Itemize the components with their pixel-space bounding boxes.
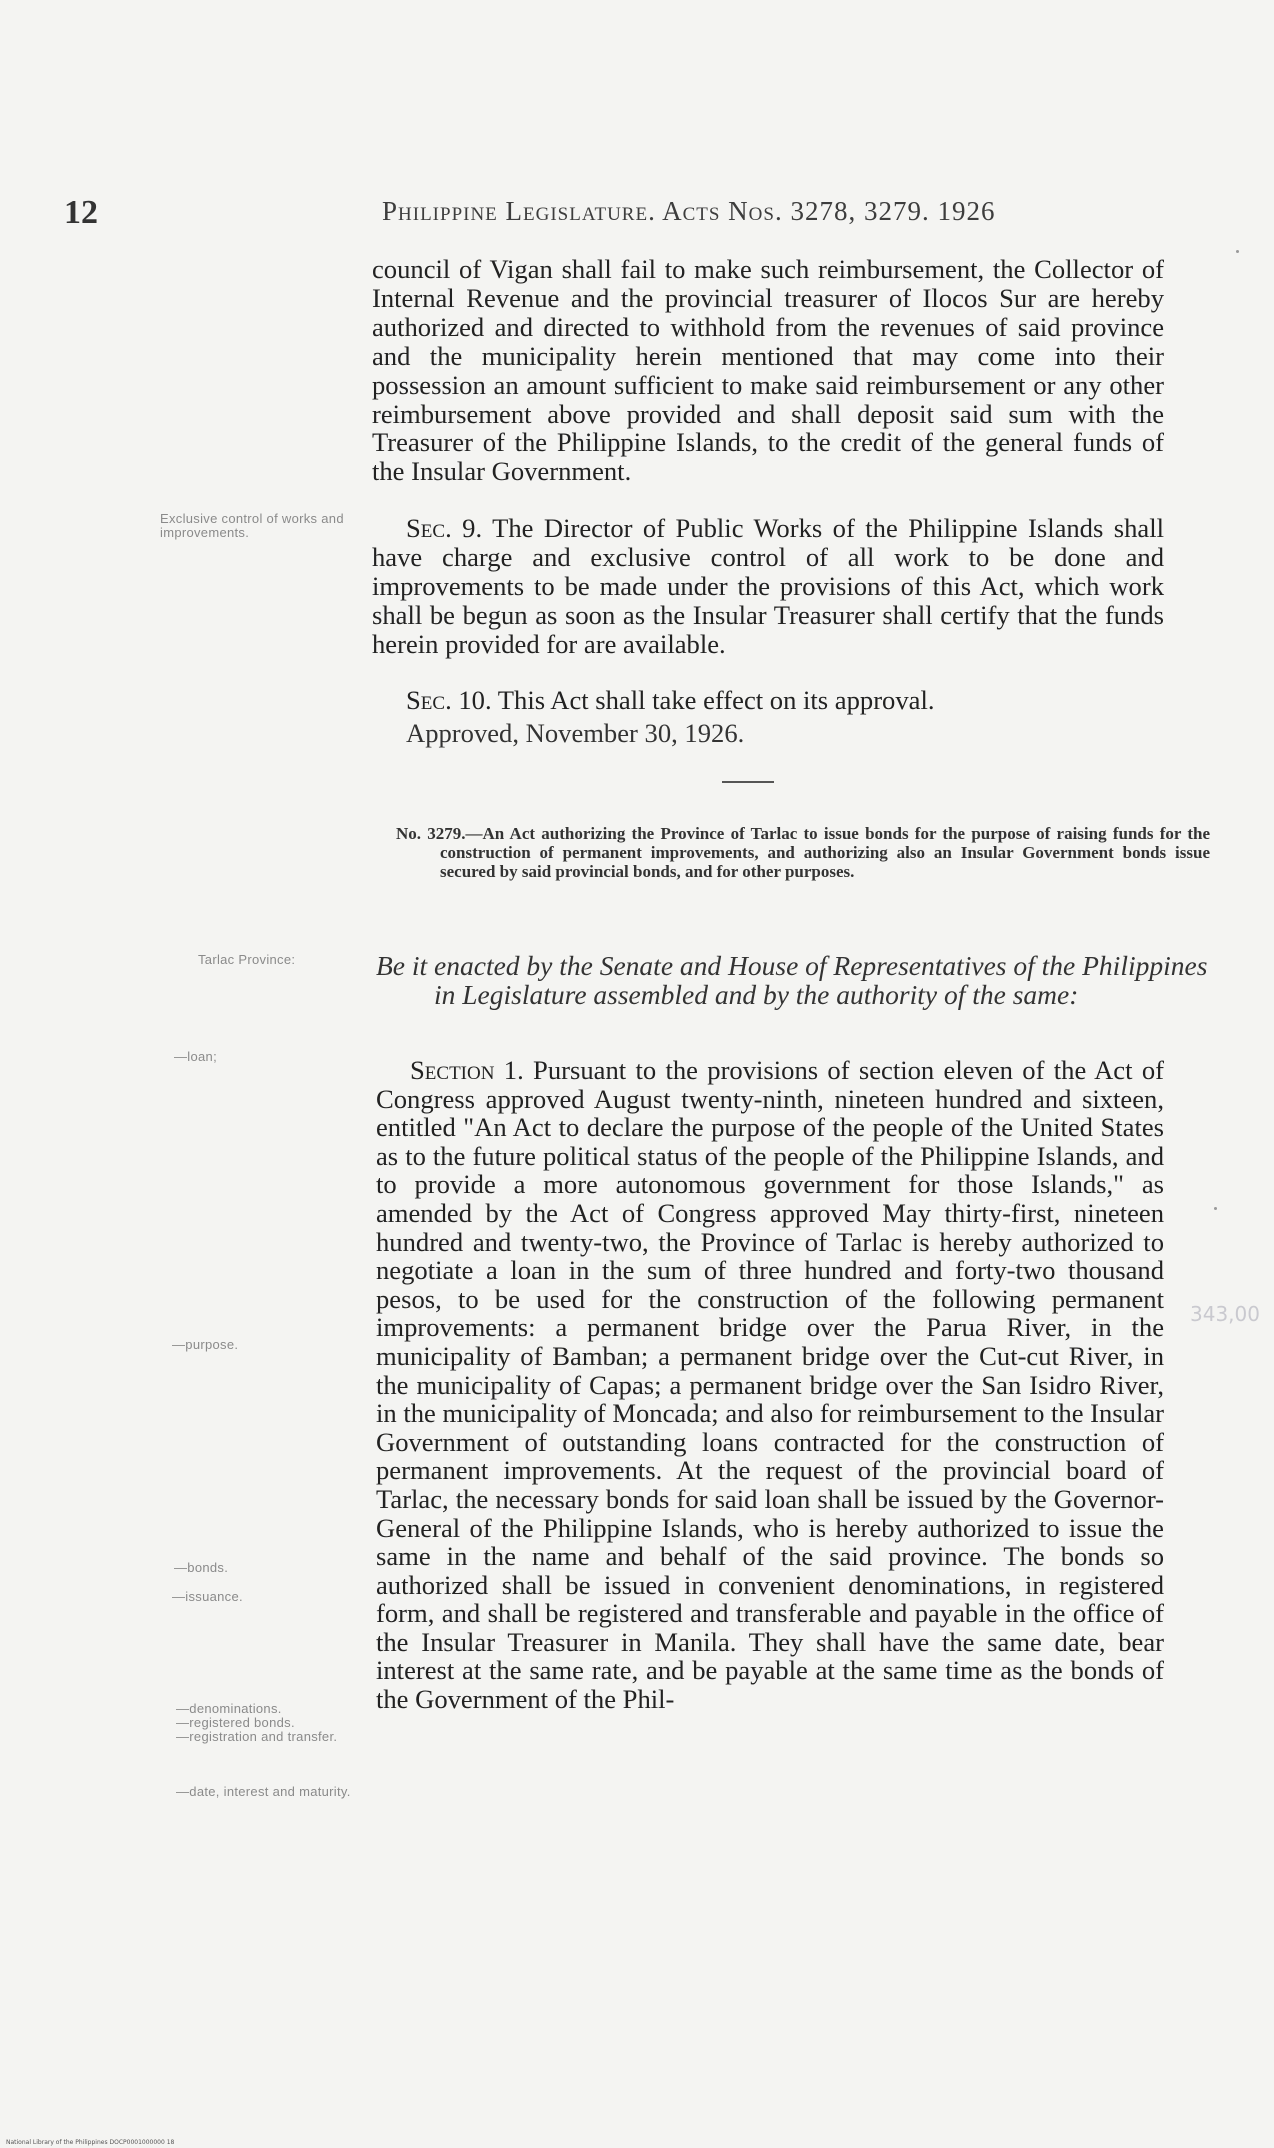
approval-date: Approved, November 30, 1926. bbox=[406, 718, 745, 748]
section-divider bbox=[722, 781, 774, 783]
section-10-text: This Act shall take effect on its approval. bbox=[491, 685, 935, 715]
act-title: No. 3279.—An Act authorizing the Province of Tarlac to issue bonds for the purpose of raising funds for the construction of permanent improvements, and authorizing also an Insular Government bonds issue secured by said provincial bonds, and for other purposes. bbox=[396, 824, 1210, 881]
section-10-label: Sec. 10. bbox=[406, 685, 492, 715]
section-10 bbox=[372, 686, 1164, 715]
margin-note-loan: —loan; bbox=[174, 1049, 217, 1064]
section-1-text: Pursuant to the provisions of section eleven of the Act of Congress approved August twenty-ninth, nineteen hundred and sixteen, entitled "An Act to declare the purpose of the people of the United States as to the future political status of the people of the Philippine Islands, and to provide a more autonomous government for those Islands," as amended by the Act of Congress approved May thirty-first, nineteen hundred and twenty-two, the Province of Tarlac is hereby authorized to negotiate a loan in the sum of three hundred and forty-two thousand pesos, to be used for the construction of the following permanent improvements: a permanent bridge over the Parua River, in the municipality of Bamban; a permanent bridge over the Cut-cut River, in the municipality of Capas; a permanent bridge over the San Isidro River, in the municipality of Moncada; and also for reimbursement to the Insular Government of outstanding loans contracted for the construction of permanent improvements. At the request of the provincial board of Tarlac, the necessary bonds for said loan shall be issued by the Governor-General of the Philippine Islands, who is hereby authorized to issue the same in the name and behalf of the said province. The bonds so authorized shall be issued in convenient denominations, in registered form, and shall be registered and transferable and payable in the office of the Insular Treasurer in Manila. They shall have the same date, bear interest at the same rate, and be payable at the same time as the bonds of the Government of the Phil- bbox=[376, 1055, 1164, 1715]
margin-note-exclusive-control: Exclusive control of works and improvements. bbox=[160, 511, 344, 540]
margin-note-registration-transfer: —registration and transfer. bbox=[176, 1729, 338, 1744]
section-9-text: The Director of Public Works of the Philippine Islands shall have charge and exclusive control of all work to be done and improvements to be made under the provisions of this Act, which work shall be begun as soon as the Insular Treasurer shall certify that the funds herein provided for are available. bbox=[372, 513, 1165, 659]
section-9 bbox=[372, 514, 1164, 659]
page-number: 12 bbox=[64, 194, 98, 231]
footer-watermark: National Library of the Philippines DOCP0001000000 18 bbox=[6, 2139, 175, 2146]
section-9-label: Sec. 9. bbox=[406, 513, 483, 543]
pencil-annotation: 343,00 bbox=[1190, 1302, 1260, 1326]
margin-note-registered-bonds: —registered bonds. bbox=[176, 1715, 295, 1730]
margin-note-date-interest: —date, interest and maturity. bbox=[176, 1784, 351, 1799]
margin-note-purpose: —purpose. bbox=[172, 1337, 239, 1352]
continuation-paragraph: council of Vigan shall fail to make such reimbursement, the Collector of Internal Revenue and the provincial treasurer of Ilocos Sur are hereby authorized and directed to withhold from the revenues of said province and the municipality herein mentioned that may come into their possession an amount sufficient to make said reimbursement or any other reimbursement above provided and shall deposit said sum with the Treasurer of the Philippine Islands, to the credit of the general funds of the Insular Government. bbox=[372, 254, 1164, 487]
section-1 bbox=[376, 1056, 1164, 1714]
section-1-label: Section 1. bbox=[410, 1055, 524, 1085]
margin-note-denominations: —denominations. bbox=[176, 1701, 282, 1716]
margin-note-tarlac-province: Tarlac Province: bbox=[198, 952, 296, 967]
enacting-clause: Be it enacted by the Senate and House of Representatives of the Philippines in Legislature assembled and by the authority of the same: bbox=[376, 950, 1208, 1010]
running-head: Philippine Legislature. Acts Nos. 3278, 3279. 1926 bbox=[382, 196, 996, 226]
scan-speck bbox=[1214, 1207, 1217, 1210]
scan-speck bbox=[1236, 250, 1239, 253]
margin-note-bonds: —bonds. bbox=[174, 1560, 229, 1575]
margin-note-issuance: —issuance. bbox=[172, 1589, 243, 1604]
